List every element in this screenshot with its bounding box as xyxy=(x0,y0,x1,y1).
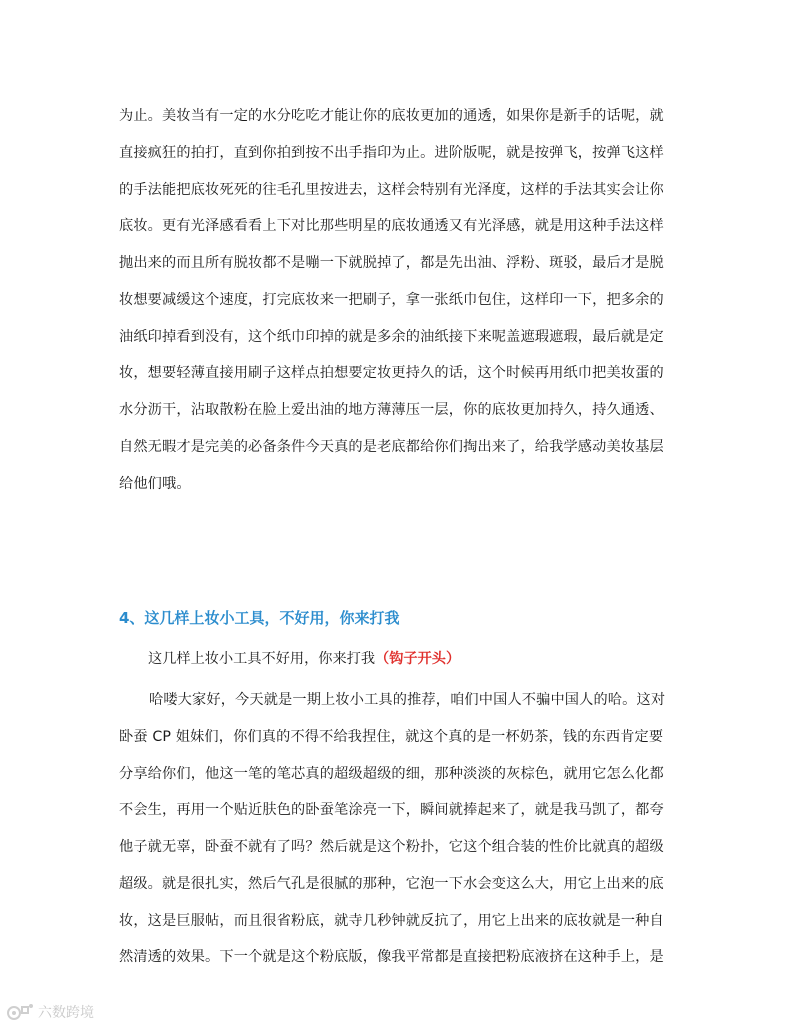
paragraph-line: 的手法能把底妆死死的往毛孔里按进去，这样会特别有光泽度，这样的手法其实会让你 xyxy=(119,181,664,198)
watermark-logo-icon xyxy=(6,1002,34,1022)
paragraph-line: 超级。就是很扎实，然后气孔是很腻的那种，它泡一下水会变这么大，用它上出来的底 xyxy=(119,875,664,892)
paragraph-line: 妆，想要轻薄直接用刷子这样点拍想要定妆更持久的话，这个时候再用纸巾把美妆蛋的 xyxy=(119,365,664,382)
watermark-text: 六数跨境 xyxy=(38,1005,94,1021)
paragraph-line: 不会生，再用一个贴近肤色的卧蚕笔涂亮一下，瞬间就捧起来了，就是我马凯了，都夸 xyxy=(119,802,664,819)
paragraph-line: 分享给你们，他这一笔的笔芯真的超级超级的细，那种淡淡的灰棕色，就用它怎么化都 xyxy=(119,765,664,782)
hook-line-text: 这几样上妆小工具不好用，你来打我 xyxy=(148,651,376,667)
paragraph-line: 自然无暇才是完美的必备条件今天真的是老底都给你们掏出来了，给我学感动美妆基层 xyxy=(119,438,664,455)
paragraph-line: 然清透的效果。下一个就是这个粉底版，像我平常都是直接把粉底液挤在这种手上，是 xyxy=(119,949,664,966)
paragraph-line: 给他们哦。 xyxy=(119,475,191,492)
paragraph-line: 底妆。更有光泽感看看上下对比那些明星的底妆通透又有光泽感，就是用这种手法这样 xyxy=(119,218,664,235)
paragraph-line: 水分沥干，沾取散粉在脸上爱出油的地方薄薄压一层，你的底妆更加持久，持久通透、 xyxy=(119,402,664,418)
paragraph-line: 哈喽大家好，今天就是一期上妆小工具的推荐，咱们中国人不骗中国人的哈。这对 xyxy=(149,692,666,708)
hook-line xyxy=(148,645,460,673)
paragraph-line: 妆，这是巨服帖，而且很省粉底，就寺几秒钟就反抗了，用它上出来的底妆就是一种自 xyxy=(119,912,664,929)
paragraph-line: 油纸印掉看到没有，这个纸巾印掉的就是多余的油纸接下来呢盖遮瑕遮瑕，最后就是定 xyxy=(119,328,664,345)
paragraph-line: 卧蚕 CP 姐妹们，你们真的不得不给我捏住，就这个真的是一杯奶茶，钱的东西肯定要 xyxy=(119,728,664,745)
paragraph-bottom xyxy=(119,682,679,976)
paragraph-line: 抛出来的而且所有脱妆都不是嘣一下就脱掉了，都是先出油、浮粉、斑驳，最后才是脱 xyxy=(119,255,664,271)
paragraph-line: 直接疯狂的拍打，直到你拍到按不出手指印为止。进阶版呢，就是按弹飞，按弹飞这样 xyxy=(119,144,664,161)
paragraph-line: 他子就无辜，卧蚕不就有了吗？然后就是这个粉扑，它这个组合装的性价比就真的超级 xyxy=(119,839,664,855)
paragraph-top xyxy=(119,98,679,502)
paragraph-line: 妆想要减缓这个速度，打完底妆来一把刷子，拿一张纸巾包住，这样印一下，把多余的 xyxy=(119,291,664,308)
paragraph-line: 为止。美妆当有一定的水分吃吃才能让你的底妆更加的通透，如果你是新手的话呢，就 xyxy=(119,108,664,124)
hook-note: （钩子开头） xyxy=(375,651,461,667)
watermark xyxy=(6,1000,94,1024)
section-heading: 4、这几样上妆小工具，不好用，你来打我 xyxy=(119,609,400,627)
